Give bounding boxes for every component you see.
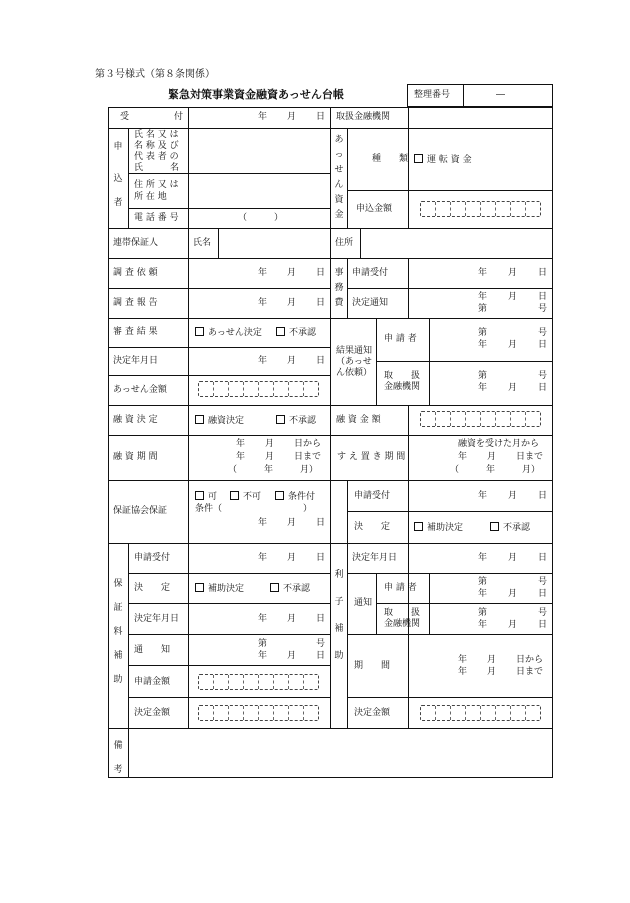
hoshoryo-tsuchi-label: 通 知 bbox=[134, 645, 171, 655]
moushikomi-kingaku-label: 申込金額 bbox=[356, 204, 393, 214]
jimuhi-kettei-d: 日 bbox=[538, 292, 548, 302]
jimuhi-shinsei-uketsuke-label: 申請受付 bbox=[352, 268, 389, 278]
rishi-toriatsukai-m: 月 bbox=[508, 620, 518, 630]
moushikomisha-label-1: 申 bbox=[113, 142, 123, 152]
assen-shikin-label: あっせん資金 bbox=[334, 135, 344, 220]
uketsuke-m: 月 bbox=[287, 112, 297, 122]
form-number: 第３号様式（第８条関係） bbox=[95, 69, 215, 80]
moushikomi-kingaku-field[interactable] bbox=[420, 201, 541, 217]
rishi-kettei-kingaku-label: 決定金額 bbox=[354, 708, 391, 718]
kekka-tsuchi-l3: ん依頼） bbox=[336, 368, 373, 378]
rishi-shinseisha-m: 月 bbox=[508, 589, 518, 599]
sueoki-from: 融資を受けた月から bbox=[458, 439, 540, 449]
denwa-label: 電 話 番 号 bbox=[134, 213, 179, 223]
jusho-l1: 住 所 又 は bbox=[134, 180, 179, 190]
rishi-kettei-kingaku-field[interactable] bbox=[420, 705, 541, 721]
rishi-toriatsukai-l1: 取 扱 bbox=[384, 608, 421, 618]
rishi-kikan-to-made: 日まで bbox=[516, 667, 544, 677]
sueoki-to-made: 日まで bbox=[516, 452, 544, 462]
hosho-uketsuke-d: 日 bbox=[538, 491, 548, 501]
hoshoryo-tsuchi-go: 号 bbox=[316, 639, 326, 649]
hosho-hojo-fushonin-checkbox[interactable] bbox=[490, 522, 499, 531]
hosho-y: 年 bbox=[258, 518, 268, 528]
yushi-kettei-checkbox[interactable] bbox=[195, 415, 204, 424]
hoshoryo-uketsuke-d: 日 bbox=[316, 553, 326, 563]
rishi-kikan-from-m: 月 bbox=[487, 655, 497, 665]
rishi-hojo-label: 利子補助 bbox=[334, 570, 344, 661]
hosho-hojo-fushonin-option[interactable]: 不承認 bbox=[490, 522, 530, 534]
hosho-joken-field[interactable]: 条件（ ） bbox=[195, 504, 313, 514]
kekka-toriatsukai-y: 年 bbox=[478, 383, 488, 393]
hosho-m: 月 bbox=[287, 518, 297, 528]
hoshoryo-kettei-ymd-label: 決定年月日 bbox=[134, 614, 180, 624]
sueoki-to-y: 年 bbox=[458, 452, 468, 462]
hoshoryo-shinsei-uketsuke-label: 申請受付 bbox=[134, 553, 171, 563]
shimei-l1: 氏 名 又 は bbox=[134, 130, 179, 140]
rishi-kikan-to-y: 年 bbox=[458, 667, 468, 677]
rishi-kettei-ymd-label: 決定年月日 bbox=[352, 553, 398, 563]
kettei-ymd-m: 月 bbox=[287, 356, 297, 366]
rishi-kettei-ymd-d: 日 bbox=[538, 553, 548, 563]
unten-shikin-option[interactable]: 運 転 資 金 bbox=[414, 154, 472, 166]
yushi-kikan-from-m: 月 bbox=[265, 439, 275, 449]
yushi-kikan-from-y: 年 bbox=[236, 439, 246, 449]
kekka-shinseisha-y: 年 bbox=[478, 340, 488, 350]
kekka-toriatsukai-l1: 取 扱 bbox=[384, 371, 421, 381]
hoshoryo-tsuchi-d: 日 bbox=[316, 651, 326, 661]
kekka-toriatsukai-go: 号 bbox=[538, 371, 548, 381]
kettei-ymd-label: 決定年月日 bbox=[113, 356, 159, 366]
hosho-hojo-kettei-checkbox[interactable] bbox=[414, 522, 423, 531]
jimuhi-label: 事務費 bbox=[334, 268, 344, 308]
hosho-ka-checkbox[interactable] bbox=[195, 491, 204, 500]
hoshoryo-fushonin-checkbox[interactable] bbox=[270, 583, 279, 592]
jimuhi-uketsuke-d: 日 bbox=[538, 268, 548, 278]
rishi-kikan-from-kara: 日から bbox=[516, 655, 544, 665]
assen-kingaku-label: あっせん金額 bbox=[113, 385, 167, 395]
rishi-kikan-from-y: 年 bbox=[458, 655, 468, 665]
shimei-l4: 氏 名 bbox=[134, 163, 180, 173]
uketsuke-y: 年 bbox=[258, 112, 268, 122]
chosa-irai-d: 日 bbox=[316, 268, 326, 278]
hoshoryo-tsuchi-y: 年 bbox=[258, 651, 268, 661]
rishi-toriatsukai-dai: 第 bbox=[478, 608, 488, 618]
yushi-fushonin-option[interactable]: 不承認 bbox=[276, 415, 316, 427]
hoshoryo-kettei-label: 決 定 bbox=[134, 583, 171, 593]
kekka-shinseisha-go: 号 bbox=[538, 328, 548, 338]
rishi-kikan-to-m: 月 bbox=[487, 667, 497, 677]
kekka-toriatsukai-d: 日 bbox=[538, 383, 548, 393]
hoshoryo-shinsei-kingaku-field[interactable] bbox=[198, 674, 319, 690]
rishi-shinseisha-y: 年 bbox=[478, 589, 488, 599]
rentai-hoshonin-label: 連帯保証人 bbox=[113, 238, 159, 248]
hoshoryo-fushonin-option[interactable]: 不承認 bbox=[270, 583, 310, 595]
shurui-label: 種 類 bbox=[372, 154, 409, 164]
yushi-kikan-from-kara: 日から bbox=[294, 439, 322, 449]
denwa-paren: （ ） bbox=[238, 213, 284, 223]
yushi-kingaku-label: 融 資 金 額 bbox=[336, 415, 381, 425]
rishi-shinseisha-label: 申 請 者 bbox=[384, 583, 417, 593]
yushi-fushonin-checkbox[interactable] bbox=[276, 415, 285, 424]
unten-shikin-checkbox[interactable] bbox=[414, 154, 423, 163]
kekka-shinseisha-d: 日 bbox=[538, 340, 548, 350]
jimuhi-kettei-go: 号 bbox=[538, 304, 548, 314]
moushikomisha-label-3: 者 bbox=[113, 198, 123, 208]
hoshoryo-shinsei-kingaku-label: 申請金額 bbox=[134, 677, 171, 687]
rishi-kikan-label: 期 間 bbox=[354, 661, 391, 671]
jimuhi-uketsuke-y: 年 bbox=[478, 268, 488, 278]
rishi-tsuchi-label: 通知 bbox=[354, 598, 373, 608]
kekka-shinseisha-label: 申 請 者 bbox=[384, 334, 417, 344]
biko-field[interactable] bbox=[130, 730, 551, 776]
assen-kettei-checkbox[interactable] bbox=[195, 327, 204, 336]
hosho-uketsuke-y: 年 bbox=[478, 491, 488, 501]
kekka-tsuchi-l1: 結果通知 bbox=[336, 346, 373, 356]
rishi-toriatsukai-l2: 金融機関 bbox=[384, 619, 421, 629]
chosa-hokoku-label: 調 査 報 告 bbox=[113, 298, 158, 308]
hoshoryo-kettei-ymd-y: 年 bbox=[258, 614, 268, 624]
kettei-ymd-d: 日 bbox=[316, 356, 326, 366]
shinsa-fushonin-option[interactable]: 不承認 bbox=[276, 327, 316, 339]
toriatsukai-kikan-label: 取扱金融機関 bbox=[336, 112, 391, 122]
kekka-shinseisha-m: 月 bbox=[508, 340, 518, 350]
kekka-toriatsukai-dai: 第 bbox=[478, 371, 488, 381]
hoshoryo-hojo-kettei-option[interactable]: 補助決定 bbox=[195, 583, 244, 595]
seiri-label: 整理番号 bbox=[414, 90, 451, 100]
chosa-hokoku-d: 日 bbox=[316, 298, 326, 308]
yushi-kettei-label: 融 資 決 定 bbox=[113, 415, 158, 425]
hosho-d: 日 bbox=[316, 518, 326, 528]
hoshoryo-kettei-kingaku-field[interactable] bbox=[198, 705, 319, 721]
yushi-kikan-to-y: 年 bbox=[236, 452, 246, 462]
kekka-toriatsukai-m: 月 bbox=[508, 383, 518, 393]
rishi-toriatsukai-y: 年 bbox=[478, 620, 488, 630]
yushi-kikan-to-m: 月 bbox=[265, 452, 275, 462]
hosho-hojo-kettei-option[interactable]: 補助決定 bbox=[414, 522, 463, 534]
hoshoryo-uketsuke-m: 月 bbox=[287, 553, 297, 563]
chosa-hokoku-y: 年 bbox=[258, 298, 268, 308]
uketsuke-label: 受 付 bbox=[120, 112, 184, 122]
hoshoryo-kettei-kingaku-label: 決定金額 bbox=[134, 708, 171, 718]
hoshoryo-tsuchi-dai: 第 bbox=[258, 639, 268, 649]
chosa-irai-y: 年 bbox=[258, 268, 268, 278]
hosho-kettei-label: 決 定 bbox=[354, 522, 391, 532]
yushi-kettei-option[interactable]: 融資決定 bbox=[195, 415, 244, 427]
sueoki-to-m: 月 bbox=[487, 452, 497, 462]
shinsa-kekka-label: 審 査 結 果 bbox=[113, 327, 158, 337]
rishi-shinseisha-go: 号 bbox=[538, 577, 548, 587]
hoshoryo-kettei-ymd-d: 日 bbox=[316, 614, 326, 624]
sueoki-kikan-label: す え 置 き 期 間 bbox=[337, 452, 406, 462]
biko-label: 備考 bbox=[113, 741, 123, 775]
form-title: 緊急対策事業資金融資あっせん台帳 bbox=[168, 88, 344, 101]
kekka-tsuchi-l2: （あっせ bbox=[336, 357, 372, 367]
jimuhi-kettei-dai: 第 bbox=[478, 304, 488, 314]
hoshoryo-kettei-ymd-m: 月 bbox=[287, 614, 297, 624]
jimuhi-kettei-y: 年 bbox=[478, 292, 488, 302]
kekka-toriatsukai-l2: 金融機関 bbox=[384, 382, 421, 392]
jusho-l2: 所 在 地 bbox=[134, 192, 167, 202]
rentai-shimei-label: 氏名 bbox=[193, 238, 212, 248]
yushi-kikan-to-made: 日まで bbox=[294, 452, 322, 462]
hoshoryo-hojo-label: 保証料補助 bbox=[113, 579, 123, 685]
seiri-value: ― bbox=[496, 90, 505, 100]
yushi-kikan-paren: （ 年 月） bbox=[228, 465, 319, 475]
assen-kettei-option[interactable]: あっせん決定 bbox=[195, 327, 262, 339]
assen-kingaku-field[interactable] bbox=[198, 381, 319, 397]
rishi-shinseisha-dai: 第 bbox=[478, 577, 488, 587]
shimei-l3: 代 表 者 の bbox=[134, 152, 179, 162]
shimei-l2: 名 称 及 び bbox=[134, 141, 179, 151]
rishi-toriatsukai-go: 号 bbox=[538, 608, 548, 618]
hoshoryo-hojo-kettei-checkbox[interactable] bbox=[195, 583, 204, 592]
moushikomisha-label-2: 込 bbox=[113, 174, 123, 184]
yushi-kingaku-field[interactable] bbox=[420, 411, 541, 427]
hoshoryo-uketsuke-y: 年 bbox=[258, 553, 268, 563]
hosho-uketsuke-m: 月 bbox=[508, 491, 518, 501]
hosho-joken-checkbox[interactable] bbox=[275, 491, 284, 500]
chosa-irai-m: 月 bbox=[287, 268, 297, 278]
hosho-ka-option[interactable]: 可 bbox=[195, 491, 217, 503]
hoshoryo-tsuchi-m: 月 bbox=[287, 651, 297, 661]
sueoki-paren: （ 年 月） bbox=[450, 465, 541, 475]
kekka-shinseisha-dai: 第 bbox=[478, 328, 488, 338]
yushi-kikan-label: 融 資 期 間 bbox=[113, 452, 158, 462]
uketsuke-d: 日 bbox=[316, 112, 326, 122]
rentai-jusho-label: 住所 bbox=[335, 238, 354, 248]
jimuhi-uketsuke-m: 月 bbox=[508, 268, 518, 278]
hosho-fuka-option[interactable]: 不可 bbox=[230, 491, 261, 503]
hosho-joken-option[interactable]: 条件付 bbox=[275, 491, 315, 503]
jimuhi-kettei-m: 月 bbox=[508, 292, 518, 302]
hosho-kyokai-label: 保証協会保証 bbox=[113, 506, 168, 516]
hosho-fuka-checkbox[interactable] bbox=[230, 491, 239, 500]
jimuhi-kettei-tsuchi-label: 決定通知 bbox=[352, 298, 389, 308]
rishi-kettei-ymd-y: 年 bbox=[478, 553, 488, 563]
chosa-hokoku-m: 月 bbox=[287, 298, 297, 308]
rishi-kettei-ymd-m: 月 bbox=[508, 553, 518, 563]
rishi-shinseisha-d: 日 bbox=[538, 589, 548, 599]
rishi-toriatsukai-d: 日 bbox=[538, 620, 548, 630]
shinsa-fushonin-checkbox[interactable] bbox=[276, 327, 285, 336]
hosho-shinsei-uketsuke-label: 申請受付 bbox=[354, 491, 391, 501]
kettei-ymd-y: 年 bbox=[258, 356, 268, 366]
chosa-irai-label: 調 査 依 頼 bbox=[113, 268, 158, 278]
